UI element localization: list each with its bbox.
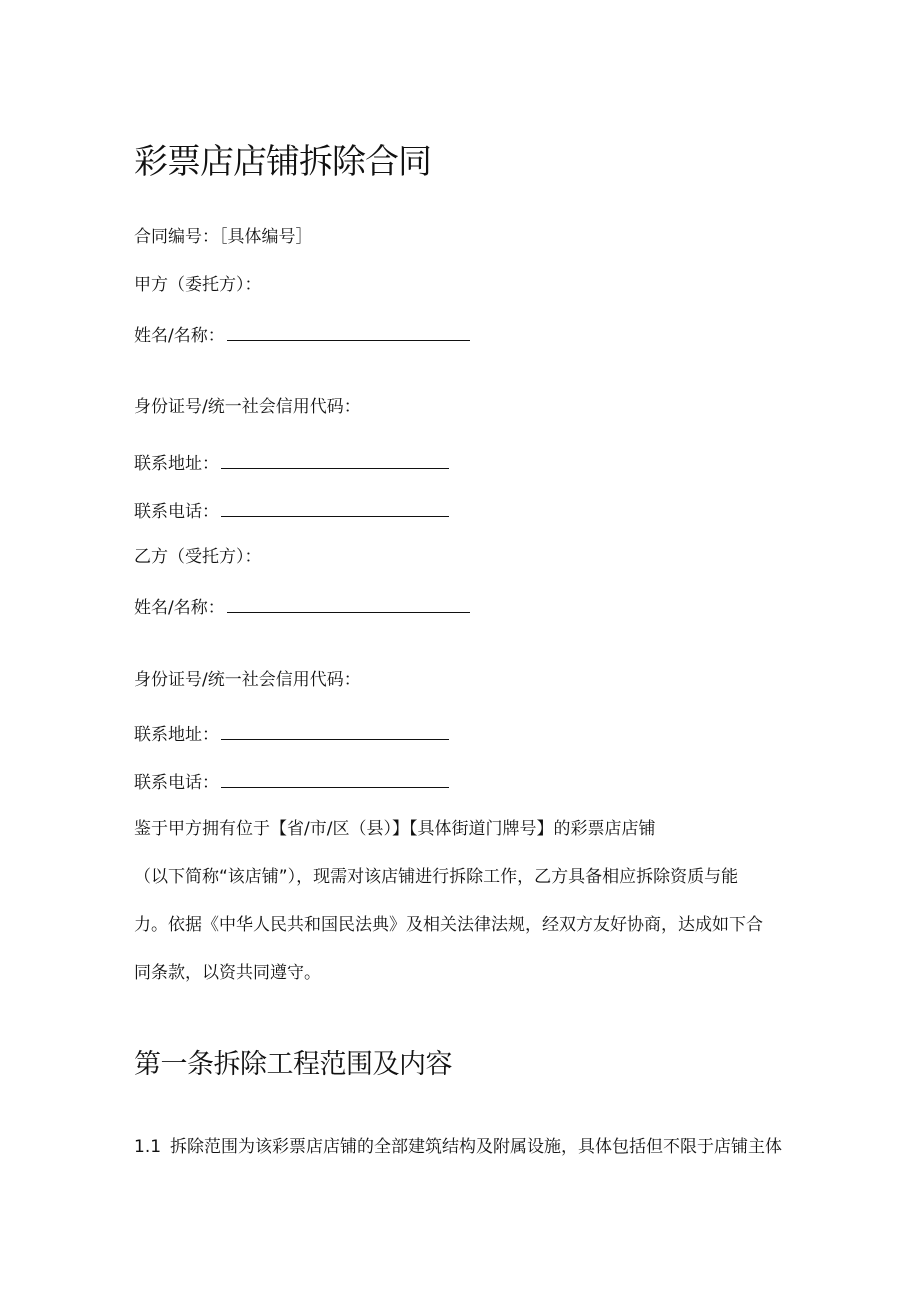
party-a-phone-blank — [221, 498, 449, 517]
document-title: 彩票店店铺拆除合同 — [134, 142, 431, 182]
party-a-id-label: 身份证号/统一社会信用代码： — [134, 397, 361, 417]
party-a-phone-row — [134, 498, 449, 523]
preamble-line-1: 鉴于甲方拥有位于【省/市/区（县）】【具体街道门牌号】的彩票店店铺 — [134, 819, 656, 839]
clause-1-1 — [134, 1136, 782, 1158]
preamble-line-4: 同条款，以资共同遵守。 — [134, 963, 321, 983]
preamble-line-2: （以下简称“该店铺”），现需对该店铺进行拆除工作，乙方具备相应拆除资质与能 — [134, 867, 739, 887]
party-a-phone-label: 联系电话： — [134, 502, 219, 522]
party-b-heading: 乙方（受托方）： — [134, 547, 262, 567]
party-b-name-row — [134, 594, 470, 619]
party-b-name-blank — [227, 594, 470, 613]
party-b-address-row — [134, 721, 449, 746]
party-a-name-blank — [227, 322, 470, 341]
party-b-phone-row — [134, 769, 449, 794]
contract-number: 合同编号：［具体编号］ — [134, 227, 313, 247]
section-1-heading: 第一条拆除工程范围及内容 — [134, 1049, 452, 1080]
clause-1-1-text: 拆除范围为该彩票店店铺的全部建筑结构及附属设施，具体包括但不限于店铺主体 — [170, 1137, 782, 1157]
party-b-phone-blank — [221, 769, 449, 788]
preamble-line-3: 力。依据《中华人民共和国民法典》及相关法律法规，经双方友好协商，达成如下合 — [134, 915, 763, 935]
party-a-address-blank — [221, 450, 449, 469]
party-b-id-label: 身份证号/统一社会信用代码： — [134, 670, 361, 690]
party-b-address-blank — [221, 721, 449, 740]
clause-1-1-number: 1.1 — [134, 1137, 162, 1157]
party-a-name-label: 姓名/名称： — [134, 326, 225, 346]
party-b-phone-label: 联系电话： — [134, 773, 219, 793]
party-b-address-label: 联系地址： — [134, 725, 219, 745]
party-a-address-label: 联系地址： — [134, 454, 219, 474]
party-b-name-label: 姓名/名称： — [134, 598, 225, 618]
party-a-address-row — [134, 450, 449, 475]
party-a-heading: 甲方（委托方）： — [134, 275, 262, 295]
party-a-name-row — [134, 322, 470, 347]
